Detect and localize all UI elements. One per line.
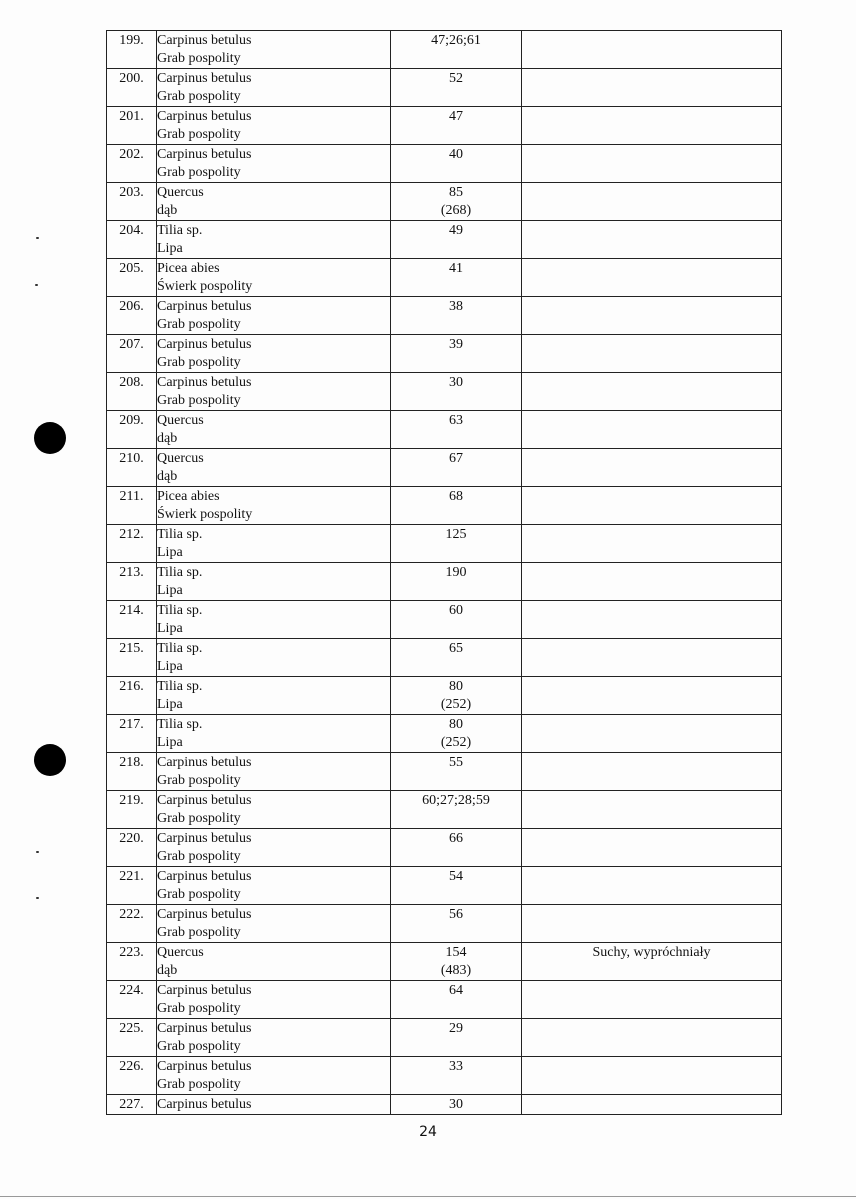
measurement-cell: [391, 69, 522, 107]
species-latin-name: Carpinus betulus: [157, 33, 252, 48]
species-cell: [157, 335, 391, 373]
tree-number-cell: 203.: [107, 183, 157, 221]
scan-speck: [36, 897, 39, 899]
measurement-value: 65: [449, 641, 463, 656]
measurement-value: 154: [445, 945, 467, 960]
remarks-cell: [522, 867, 782, 905]
species-cell: [157, 677, 391, 715]
remarks-cell: [522, 31, 782, 69]
measurement-cell: [391, 981, 522, 1019]
remarks-cell: [522, 639, 782, 677]
species-common-name: Lipa: [157, 735, 183, 750]
remarks-cell: [522, 183, 782, 221]
measurement-cell: [391, 943, 522, 981]
measurement-value: 64: [449, 983, 463, 998]
table-row: [107, 411, 782, 449]
measurement-cell: [391, 183, 522, 221]
measurement-value: 38: [449, 299, 463, 314]
tree-number-cell: 217.: [107, 715, 157, 753]
species-cell: [157, 1057, 391, 1095]
measurement-value: 40: [449, 147, 463, 162]
species-latin-name: Carpinus betulus: [157, 1059, 252, 1074]
species-latin-name: Carpinus betulus: [157, 755, 252, 770]
tree-number-cell: 221.: [107, 867, 157, 905]
species-latin-name: Tilia sp.: [157, 527, 203, 542]
measurement-value: 60;27;28;59: [422, 793, 490, 808]
measurement-value: 80: [449, 679, 463, 694]
species-cell: [157, 487, 391, 525]
measurement-value: 47;26;61: [431, 33, 481, 48]
species-cell: [157, 829, 391, 867]
species-latin-name: Carpinus betulus: [157, 147, 252, 162]
remarks-cell: Suchy, wypróchniały: [522, 943, 782, 981]
measurement-value: 52: [449, 71, 463, 86]
measurement-value: 54: [449, 869, 463, 884]
remarks-cell: [522, 791, 782, 829]
measurement-cell: [391, 525, 522, 563]
species-common-name: Grab pospolity: [157, 127, 241, 142]
measurement-cell: [391, 1057, 522, 1095]
measurement-cell: [391, 753, 522, 791]
remarks-cell: [522, 829, 782, 867]
species-cell: [157, 259, 391, 297]
species-latin-name: Tilia sp.: [157, 679, 203, 694]
species-cell: [157, 639, 391, 677]
measurement-cell: [391, 677, 522, 715]
remarks-cell: [522, 411, 782, 449]
species-common-name: Grab pospolity: [157, 887, 241, 902]
table-row: [107, 981, 782, 1019]
page-number: 24: [419, 1124, 437, 1140]
table-row: [107, 297, 782, 335]
measurement-secondary-value: (252): [440, 735, 472, 750]
table-row: [107, 639, 782, 677]
species-latin-name: Carpinus betulus: [157, 907, 252, 922]
measurement-value: 67: [449, 451, 463, 466]
species-latin-name: Carpinus betulus: [157, 71, 252, 86]
remarks-cell: [522, 563, 782, 601]
species-latin-name: Quercus: [157, 413, 204, 428]
remarks-cell: [522, 525, 782, 563]
table-row: [107, 69, 782, 107]
species-cell: [157, 31, 391, 69]
measurement-value: 125: [445, 527, 467, 542]
species-latin-name: Quercus: [157, 945, 204, 960]
tree-number-cell: 223.: [107, 943, 157, 981]
measurement-value: 29: [449, 1021, 463, 1036]
species-cell: [157, 1019, 391, 1057]
species-common-name: Grab pospolity: [157, 393, 241, 408]
table-body: [107, 31, 782, 1115]
species-cell: [157, 411, 391, 449]
measurement-cell: [391, 221, 522, 259]
species-cell: [157, 715, 391, 753]
measurement-cell: [391, 107, 522, 145]
species-cell: [157, 905, 391, 943]
measurement-value: 85: [449, 185, 463, 200]
measurement-value: 39: [449, 337, 463, 352]
table-row: [107, 221, 782, 259]
remarks-cell: [522, 373, 782, 411]
species-latin-name: Carpinus betulus: [157, 1021, 252, 1036]
species-latin-name: Tilia sp.: [157, 565, 203, 580]
species-common-name: Grab pospolity: [157, 51, 241, 66]
table-row: [107, 449, 782, 487]
measurement-value: 30: [449, 375, 463, 390]
remarks-cell: [522, 715, 782, 753]
tree-number-cell: 224.: [107, 981, 157, 1019]
species-latin-name: Tilia sp.: [157, 603, 203, 618]
species-cell: [157, 867, 391, 905]
table-row: [107, 335, 782, 373]
measurement-cell: [391, 373, 522, 411]
species-common-name: dąb: [157, 431, 178, 446]
measurement-cell: [391, 905, 522, 943]
species-common-name: dąb: [157, 963, 178, 978]
table-row: [107, 259, 782, 297]
remarks-cell: [522, 259, 782, 297]
species-latin-name: Carpinus betulus: [157, 869, 252, 884]
remarks-cell: [522, 905, 782, 943]
species-common-name: dąb: [157, 203, 178, 218]
species-common-name: Lipa: [157, 659, 183, 674]
table-row: [107, 563, 782, 601]
species-latin-name: Carpinus betulus: [157, 983, 252, 998]
remarks-cell: [522, 487, 782, 525]
species-common-name: Lipa: [157, 621, 183, 636]
tree-number-cell: 216.: [107, 677, 157, 715]
measurement-cell: [391, 31, 522, 69]
table-row: [107, 867, 782, 905]
table-row: [107, 183, 782, 221]
tree-number-cell: 211.: [107, 487, 157, 525]
species-cell: [157, 297, 391, 335]
measurement-value: 63: [449, 413, 463, 428]
tree-inventory-table: [106, 30, 782, 1115]
table-row: [107, 905, 782, 943]
measurement-cell: [391, 1019, 522, 1057]
species-cell: [157, 981, 391, 1019]
species-cell: [157, 221, 391, 259]
species-cell: [157, 1095, 391, 1115]
tree-number-cell: 202.: [107, 145, 157, 183]
measurement-value: 41: [449, 261, 463, 276]
remarks-cell: [522, 145, 782, 183]
species-latin-name: Quercus: [157, 451, 204, 466]
species-cell: [157, 943, 391, 981]
remarks-cell: [522, 1019, 782, 1057]
species-latin-name: Carpinus betulus: [157, 375, 252, 390]
tree-number-cell: 200.: [107, 69, 157, 107]
remarks-cell: [522, 297, 782, 335]
scan-speck: [35, 284, 38, 286]
remarks-cell: [522, 1057, 782, 1095]
species-latin-name: Carpinus betulus: [157, 337, 252, 352]
measurement-value: 47: [449, 109, 463, 124]
remarks-cell: [522, 107, 782, 145]
species-common-name: Grab pospolity: [157, 925, 241, 940]
table-row: [107, 943, 782, 981]
species-common-name: Lipa: [157, 545, 183, 560]
measurement-value: 56: [449, 907, 463, 922]
measurement-value: 190: [445, 565, 467, 580]
table-row: [107, 601, 782, 639]
measurement-value: 60: [449, 603, 463, 618]
species-common-name: Świerk pospolity: [157, 279, 253, 294]
species-common-name: Grab pospolity: [157, 89, 241, 104]
measurement-cell: [391, 563, 522, 601]
measurement-cell: [391, 639, 522, 677]
scan-edge: [0, 1196, 856, 1197]
tree-number-cell: 214.: [107, 601, 157, 639]
species-latin-name: Tilia sp.: [157, 717, 203, 732]
tree-number-cell: 210.: [107, 449, 157, 487]
species-common-name: Lipa: [157, 583, 183, 598]
punch-hole-bottom: [34, 744, 66, 776]
remarks-cell: [522, 753, 782, 791]
species-latin-name: Carpinus betulus: [157, 793, 252, 808]
tree-number-cell: 218.: [107, 753, 157, 791]
table-row: [107, 487, 782, 525]
table-row: [107, 1019, 782, 1057]
species-cell: [157, 601, 391, 639]
measurement-value: 30: [449, 1097, 463, 1112]
scan-speck: [36, 237, 39, 239]
measurement-cell: [391, 601, 522, 639]
table-row: [107, 715, 782, 753]
tree-number-cell: 213.: [107, 563, 157, 601]
species-latin-name: Carpinus betulus: [157, 109, 252, 124]
species-cell: [157, 753, 391, 791]
table-row: [107, 373, 782, 411]
table-row: [107, 107, 782, 145]
measurement-value: 33: [449, 1059, 463, 1074]
measurement-cell: [391, 411, 522, 449]
tree-number-cell: 207.: [107, 335, 157, 373]
species-common-name: Grab pospolity: [157, 849, 241, 864]
remarks-cell: [522, 601, 782, 639]
measurement-secondary-value: (252): [440, 697, 472, 712]
species-cell: [157, 145, 391, 183]
punch-hole-top: [34, 422, 66, 454]
measurement-cell: [391, 259, 522, 297]
measurement-cell: [391, 1095, 522, 1115]
species-cell: [157, 183, 391, 221]
species-latin-name: Quercus: [157, 185, 204, 200]
table-row: [107, 791, 782, 829]
species-common-name: Grab pospolity: [157, 165, 241, 180]
measurement-cell: [391, 449, 522, 487]
remarks-cell: [522, 981, 782, 1019]
species-cell: [157, 563, 391, 601]
tree-number-cell: 204.: [107, 221, 157, 259]
species-cell: [157, 107, 391, 145]
measurement-value: 55: [449, 755, 463, 770]
species-latin-name: Carpinus betulus: [157, 831, 252, 846]
measurement-value: 80: [449, 717, 463, 732]
tree-number-cell: 225.: [107, 1019, 157, 1057]
species-latin-name: Tilia sp.: [157, 223, 203, 238]
tree-number-cell: 222.: [107, 905, 157, 943]
species-common-name: dąb: [157, 469, 178, 484]
remarks-cell: [522, 335, 782, 373]
table-row: [107, 753, 782, 791]
tree-number-cell: 212.: [107, 525, 157, 563]
table-row: [107, 525, 782, 563]
table-row: [107, 1095, 782, 1115]
species-common-name: Świerk pospolity: [157, 507, 253, 522]
table-row: [107, 829, 782, 867]
scan-speck: [36, 851, 39, 853]
measurement-secondary-value: (483): [440, 963, 472, 978]
table-row: [107, 31, 782, 69]
table-row: [107, 145, 782, 183]
measurement-cell: [391, 715, 522, 753]
tree-number-cell: 209.: [107, 411, 157, 449]
species-latin-name: Carpinus betulus: [157, 299, 252, 314]
tree-number-cell: 215.: [107, 639, 157, 677]
remarks-cell: [522, 449, 782, 487]
table-row: [107, 677, 782, 715]
remarks-cell: [522, 221, 782, 259]
measurement-cell: [391, 791, 522, 829]
tree-number-cell: 205.: [107, 259, 157, 297]
tree-number-cell: 219.: [107, 791, 157, 829]
species-common-name: Grab pospolity: [157, 1001, 241, 1016]
tree-number-cell: 206.: [107, 297, 157, 335]
measurement-value: 68: [449, 489, 463, 504]
measurement-cell: [391, 829, 522, 867]
table-row: [107, 1057, 782, 1095]
species-cell: [157, 525, 391, 563]
species-latin-name: Carpinus betulus: [157, 1097, 252, 1112]
measurement-cell: [391, 487, 522, 525]
tree-number-cell: 201.: [107, 107, 157, 145]
measurement-cell: [391, 867, 522, 905]
species-cell: [157, 373, 391, 411]
tree-number-cell: 226.: [107, 1057, 157, 1095]
measurement-secondary-value: (268): [440, 203, 472, 218]
species-common-name: Grab pospolity: [157, 811, 241, 826]
tree-number-cell: 227.: [107, 1095, 157, 1115]
species-latin-name: Picea abies: [157, 489, 220, 504]
species-common-name: Grab pospolity: [157, 355, 241, 370]
species-cell: [157, 449, 391, 487]
measurement-value: 66: [449, 831, 463, 846]
measurement-cell: [391, 335, 522, 373]
species-common-name: Lipa: [157, 697, 183, 712]
species-cell: [157, 791, 391, 829]
species-cell: [157, 69, 391, 107]
tree-number-cell: 208.: [107, 373, 157, 411]
remarks-cell: [522, 677, 782, 715]
remarks-cell: [522, 1095, 782, 1115]
remarks-cell: [522, 69, 782, 107]
tree-number-cell: 199.: [107, 31, 157, 69]
species-latin-name: Tilia sp.: [157, 641, 203, 656]
species-common-name: Grab pospolity: [157, 773, 241, 788]
species-common-name: Grab pospolity: [157, 1077, 241, 1092]
tree-number-cell: 220.: [107, 829, 157, 867]
species-common-name: Grab pospolity: [157, 317, 241, 332]
species-common-name: Lipa: [157, 241, 183, 256]
measurement-value: 49: [449, 223, 463, 238]
species-latin-name: Picea abies: [157, 261, 220, 276]
species-common-name: Grab pospolity: [157, 1039, 241, 1054]
measurement-cell: [391, 297, 522, 335]
measurement-cell: [391, 145, 522, 183]
